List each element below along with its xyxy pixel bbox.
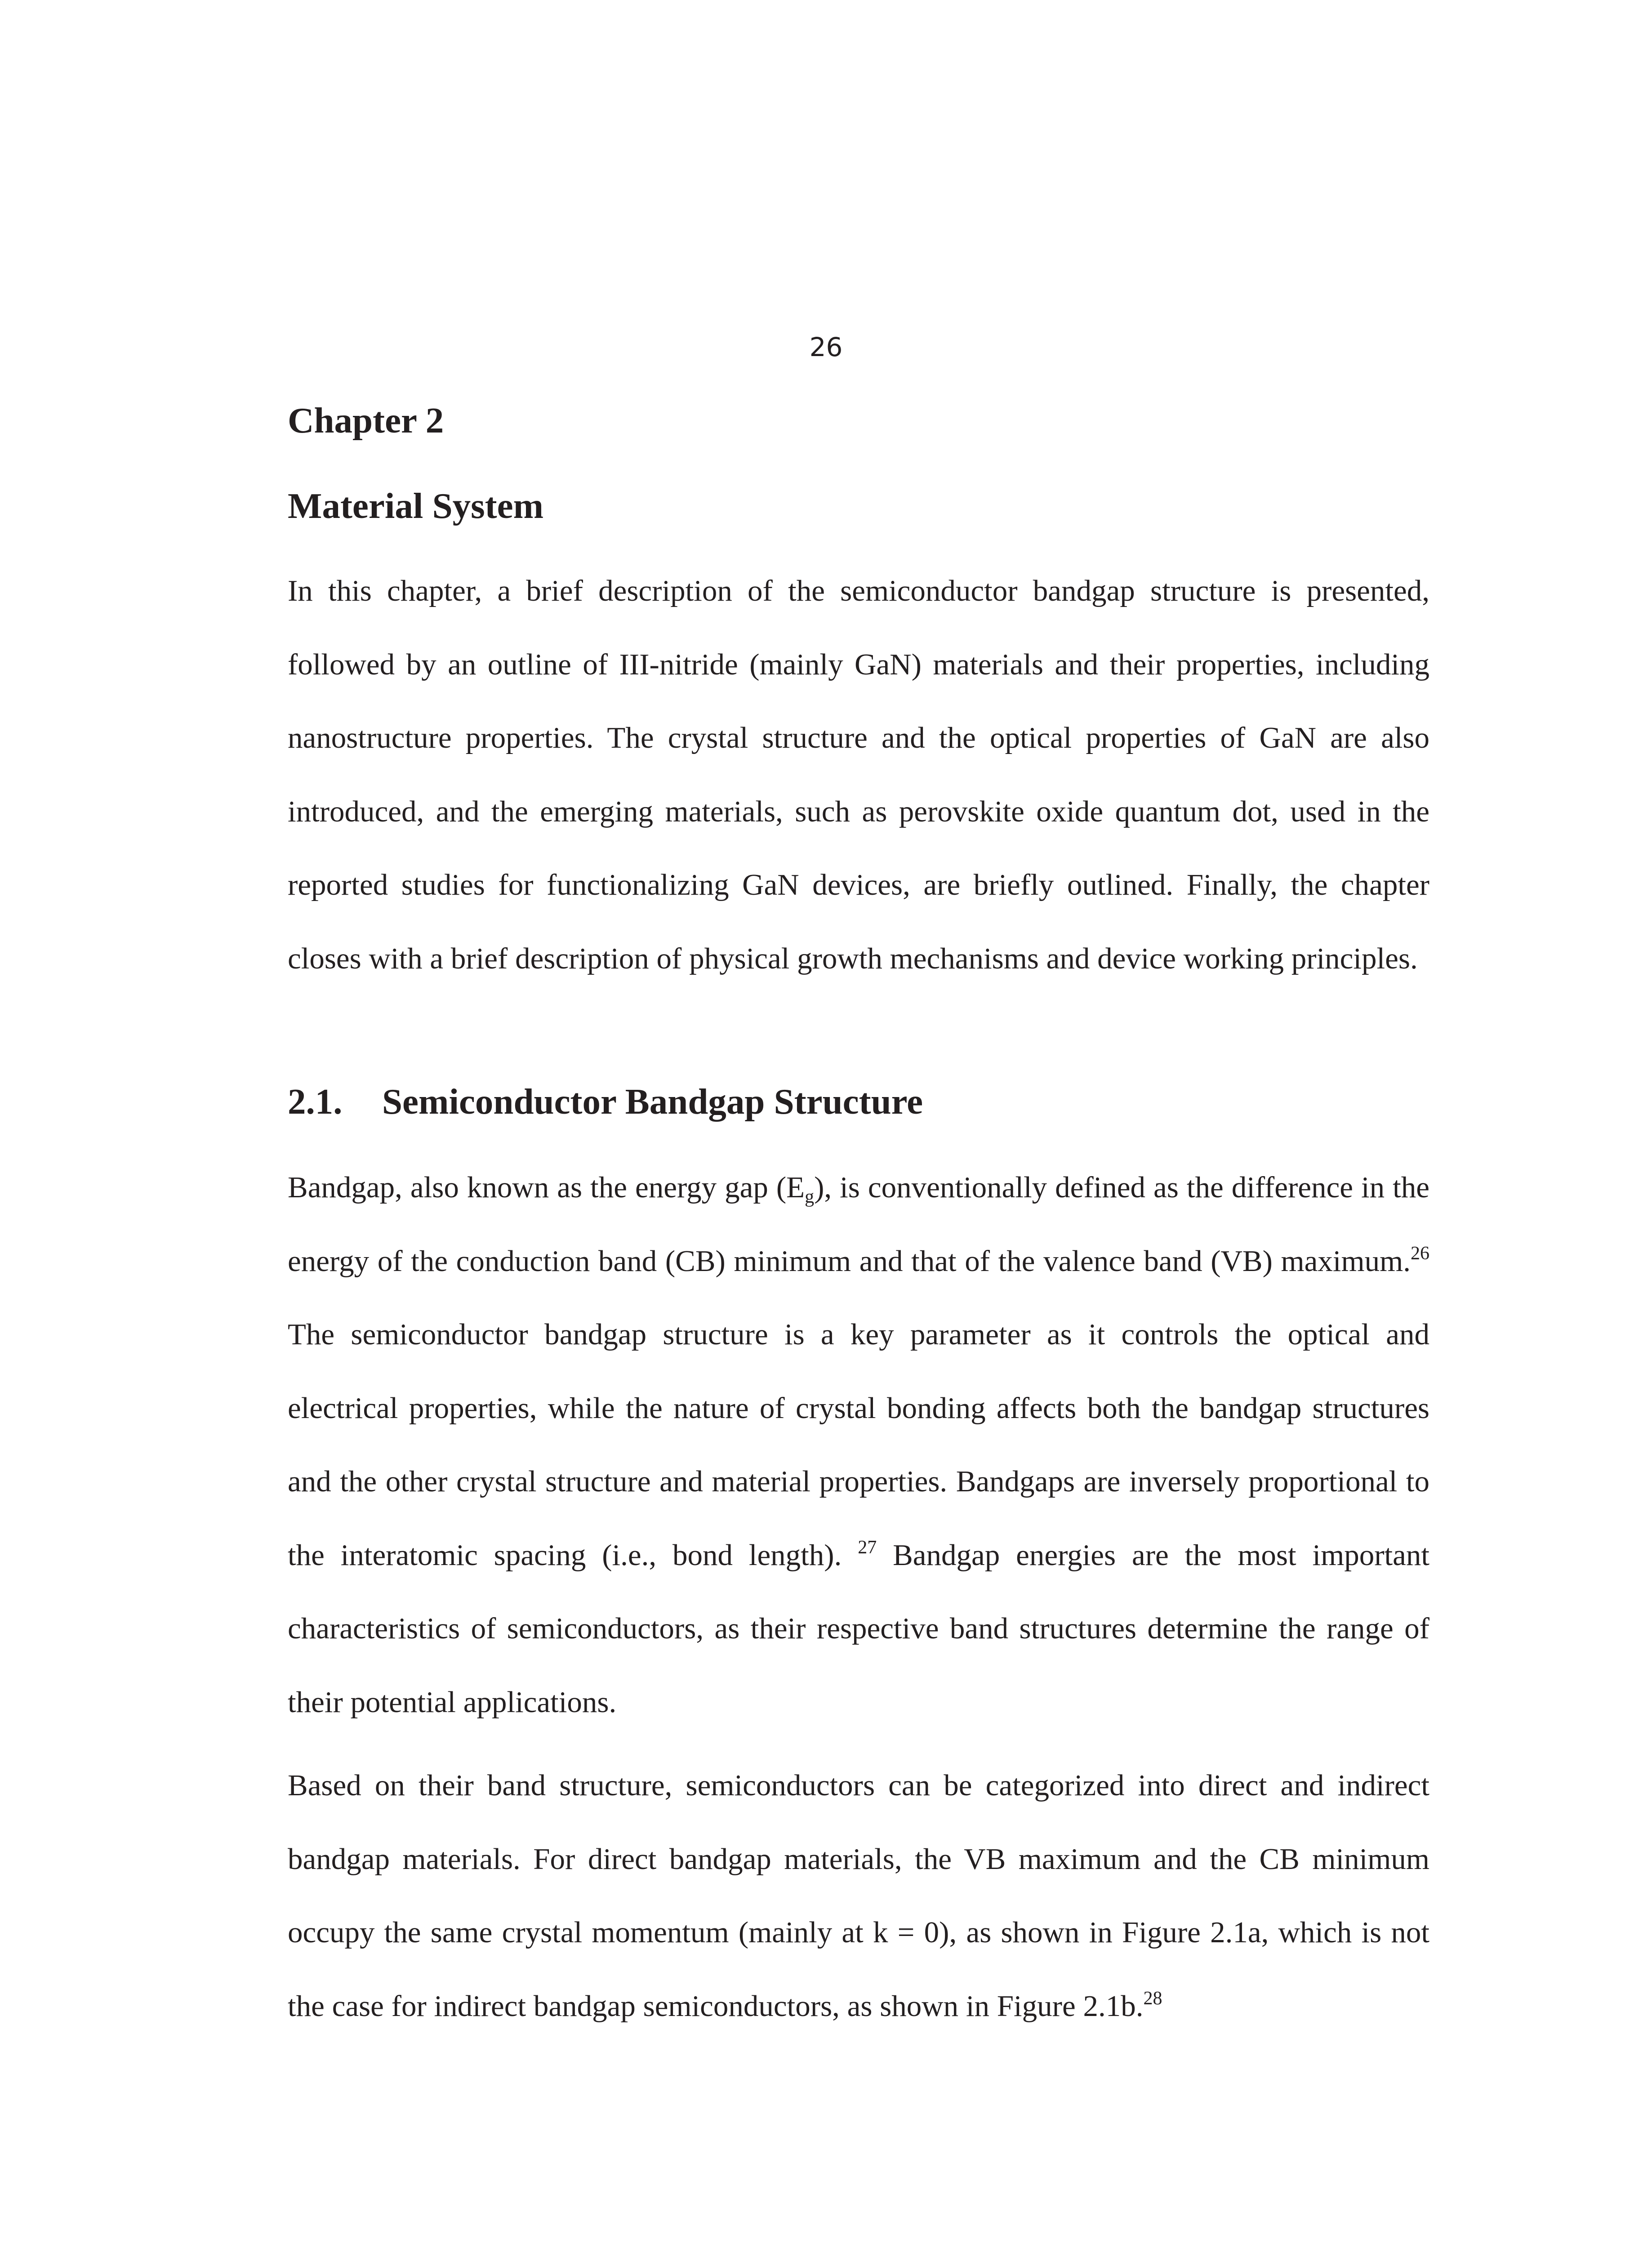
bandgap-definition-paragraph (288, 1151, 1429, 1739)
chapter-label: Chapter 2 (288, 400, 444, 441)
paragraph-text: Bandgap energies are the most important characteristics of semiconductors, as their respective band structures determine the range of their potential applications. (288, 1538, 1429, 1719)
chapter-title: Material System (288, 486, 544, 526)
intro-paragraph: In this chapter, a brief description of the semiconductor bandgap structure is presented, followed by an outline of III-nitride (mainly GaN) materials and their properties, including nanostructure properties. The crystal structure and the optical properties of GaN are also introduced, and the emerging materials, such as perovskite oxide quantum dot, used in the reported studies for functionalizing GaN devices, are briefly outlined. Finally, the chapter closes with a brief description of physical growth mechanisms and device working principles. (288, 574, 1429, 975)
paragraph-text: Bandgap, also known as the energy gap (E (288, 1171, 805, 1204)
paragraph-text: The semiconductor bandgap structure is a key parameter as it controls the optical and electrical properties, while the nature of crystal bonding affects both the bandgap structures and the other crystal structure and material properties. Bandgaps are inversely proportional to the interatomic spacing (i.e., bond length). (288, 1318, 1429, 1572)
page-number: 26 (809, 332, 843, 362)
subscript-g: g (805, 1186, 815, 1207)
section-heading (288, 1079, 923, 1124)
paragraph-text: ), is conventionally defined as the difference in the energy of the conduction band (CB) minimum and that of the valence band (VB) maximum. (288, 1171, 1429, 1278)
reference-28: 28 (1143, 1988, 1162, 2009)
reference-27: 27 (858, 1537, 877, 1558)
reference-26: 26 (1411, 1243, 1429, 1264)
section-title: Semiconductor Bandgap Structure (382, 1081, 923, 1122)
paragraph-text: Based on their band structure, semiconductors can be categorized into direct and indirect bandgap materials. For direct bandgap materials, the VB maximum and the CB minimum occupy the same crystal momentum (mainly at k = 0), as shown in Figure 2.1a, which is not the case for indirect bandgap semiconductors, as shown in Figure 2.1b. (288, 1769, 1429, 2023)
section-number: 2.1. (288, 1081, 343, 1122)
band-structure-paragraph (288, 1749, 1429, 2043)
